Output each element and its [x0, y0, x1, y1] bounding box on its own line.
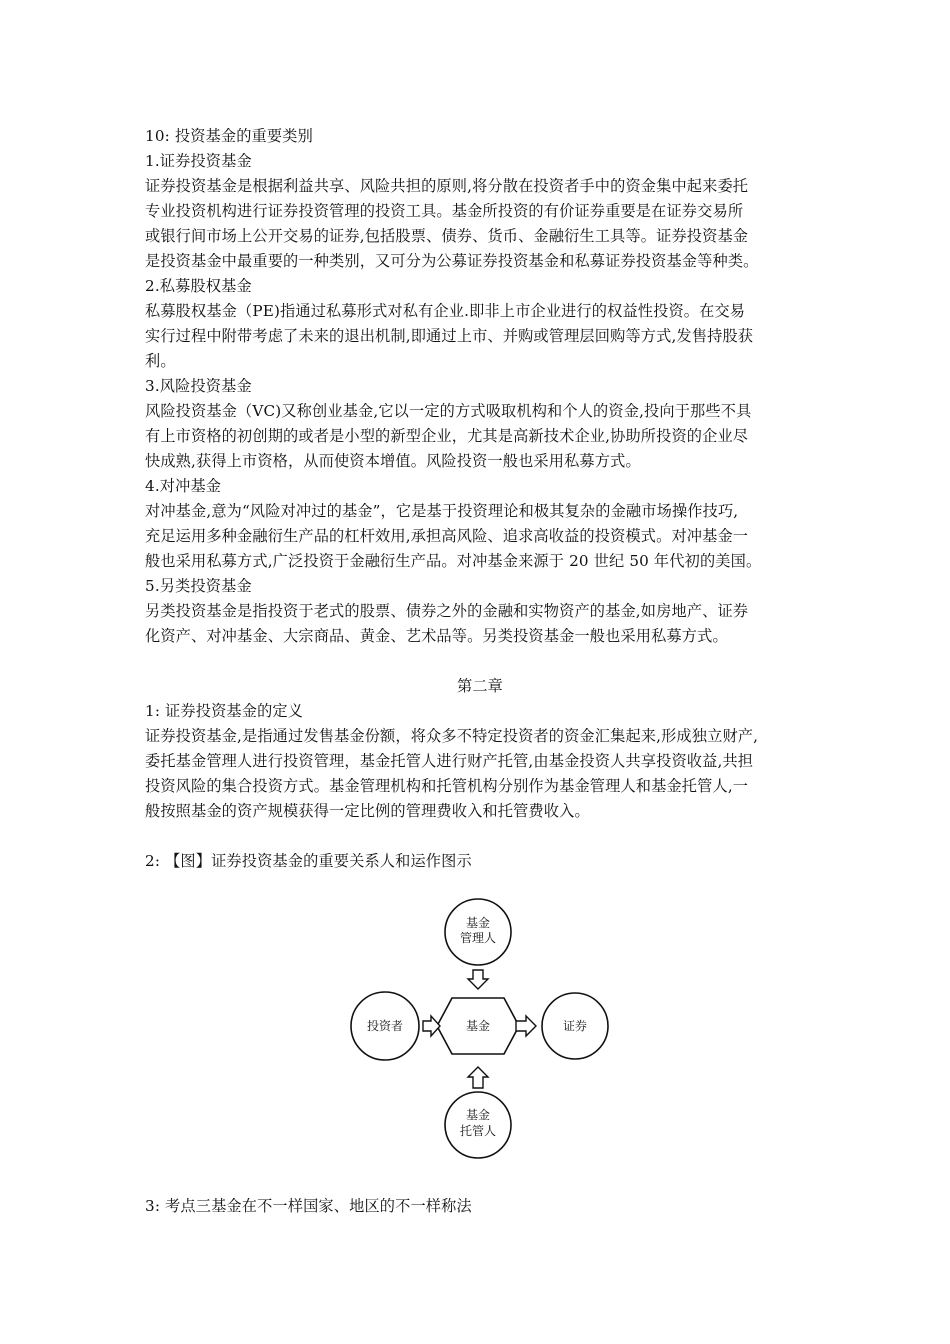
paragraph-line: 证券投资基金,是指通过发售基金份额，将众多不特定投资者的资金汇集起来,形成独立财产, [145, 727, 759, 745]
paragraph-line: 利。 [145, 352, 176, 370]
arrow-right-icon [516, 1016, 536, 1036]
paragraph-line: 风险投资基金（VC)又称创业基金,它以一定的方式吸取机构和个人的资金,投向于那些不具 [145, 402, 752, 420]
item-title: 1.证券投资基金 [145, 152, 252, 170]
fund-type-hedge-fund [145, 474, 815, 574]
fund-type-private-equity [145, 274, 815, 374]
arrow-down-icon [468, 970, 488, 989]
paragraph-line: 般按照基金的资产规模获得一定比例的管理费收入和托管费收入。 [145, 802, 590, 820]
fund-type-alternative [145, 574, 815, 649]
figure-heading: 2: 【图】证券投资基金的重要关系人和运作图示 [145, 852, 472, 870]
fund-type-venture-capital [145, 374, 815, 474]
chapter-title: 第二章 [456, 677, 503, 695]
paragraph-line: 实行过程中附带考虑了未来的退出机制,即通过上市、并购或管理层回购等方式,发售持股获 [145, 327, 754, 345]
section-heading: 10: 投资基金的重要类别 [145, 127, 313, 145]
paragraph-line: 委托基金管理人进行投资管理，基金托管人进行财产托管,由基金投资人共享投资收益,共担 [145, 752, 754, 770]
custodian-label-1: 基金 [465, 1108, 491, 1122]
paragraph-line: 证券投资基金是根据利益共享、风险共担的原则,将分散在投资者手中的资金集中起来委托 [145, 177, 749, 195]
arrow-up-icon [468, 1067, 488, 1088]
paragraph-line: 快成熟,获得上市资格，从而使资本增值。风险投资一般也采用私募方式。 [145, 452, 641, 470]
paragraph-line: 化资产、对冲基金、大宗商品、黄金、艺术品等。另类投资基金一般也采用私募方式。 [145, 627, 728, 645]
item-title: 4.对冲基金 [145, 477, 222, 495]
item-title: 5.另类投资基金 [145, 577, 252, 595]
blank-line [145, 649, 815, 674]
section-heading-3: 3: 考点三基金在不一样国家、地区的不一样称法 [145, 1197, 472, 1215]
item-title: 3.风险投资基金 [145, 377, 252, 395]
definition-heading: 1: 证券投资基金的定义 [145, 702, 304, 720]
paragraph-line: 充足运用多种金融衍生产品的杠杆效用,承担高风险、追求高收益的投资模式。对冲基金一 [145, 527, 749, 545]
paragraph-line: 专业投资机构进行证券投资管理的投资工具。基金所投资的有价证券重要是在证券交易所 [145, 202, 744, 220]
securities-label: 证券 [562, 1019, 588, 1033]
paragraph-line: 是投资基金中最重要的一种类别，又可分为公募证券投资基金和私募证券投资基金等种类。 [145, 252, 759, 270]
investor-label: 投资者 [366, 1019, 404, 1033]
fund-relationship-diagram [345, 895, 610, 1170]
document-body [145, 124, 815, 874]
fund-type-securities [145, 149, 815, 274]
paragraph-line: 对冲基金,意为“风险对冲过的基金”，它是基于投资理论和极其复杂的金融市场操作技巧, [145, 502, 739, 520]
manager-label-1: 基金 [465, 916, 491, 930]
blank-line [145, 824, 815, 849]
manager-label-2: 管理人 [459, 931, 497, 945]
paragraph-line: 有上市资格的初创期的或者是小型的新型企业，尤其是高新技术企业,协助所投资的企业尽 [145, 427, 749, 445]
item-title: 2.私募股权基金 [145, 277, 252, 295]
fund-label: 基金 [465, 1019, 491, 1033]
paragraph-line: 般也采用私募方式,广泛投资于金融衍生产品。对冲基金来源于 20 世纪 50 年代初的美国。 [145, 552, 762, 570]
paragraph-line: 或银行间市场上公开交易的证券,包括股票、债券、货币、金融衍生工具等。证券投资基金 [145, 227, 749, 245]
paragraph-line: 另类投资基金是指投资于老式的股票、债券之外的金融和实物资产的基金,如房地产、证券 [145, 602, 749, 620]
arrow-right-icon [423, 1016, 440, 1036]
paragraph-line: 投资风险的集合投资方式。基金管理机构和托管机构分别作为基金管理人和基金托管人,一 [145, 777, 749, 795]
paragraph-line: 私募股权基金（PE)指通过私募形式对私有企业.即非上市企业进行的权益性投资。在交易 [145, 302, 746, 320]
custodian-label-2: 托管人 [459, 1124, 497, 1138]
